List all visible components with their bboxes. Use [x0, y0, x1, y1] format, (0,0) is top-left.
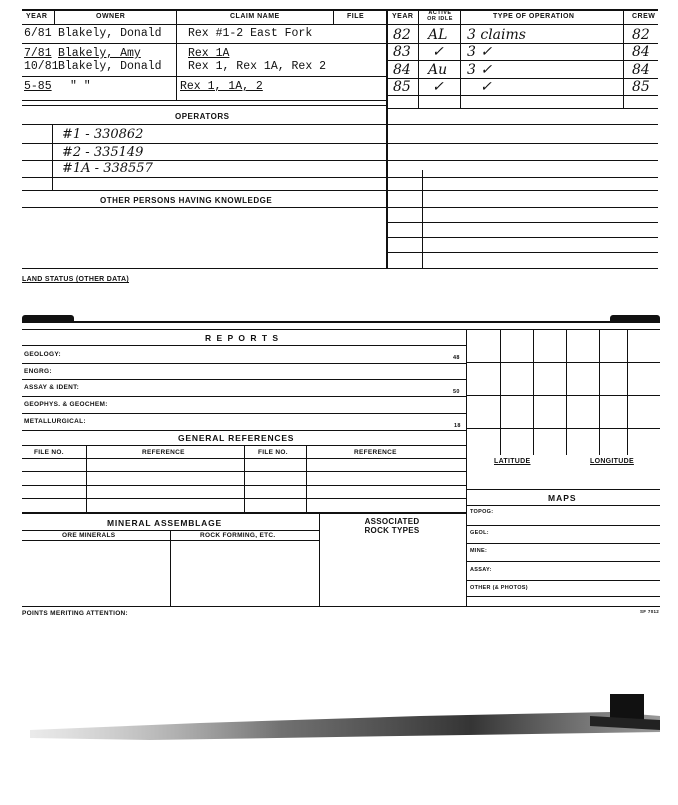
ops-active: AL	[428, 27, 448, 43]
ops-crew: 84	[632, 62, 650, 78]
ops-crew-header: CREW	[632, 13, 656, 20]
claim-year: 7/81	[24, 47, 52, 60]
report-label: ENGRG:	[24, 368, 52, 375]
scan-artifact-band	[0, 690, 678, 760]
ref-reference-header: REFERENCE	[354, 449, 397, 456]
ops-type-header: TYPE OF OPERATION	[493, 13, 575, 20]
operator-line: #2 - 335149	[62, 145, 144, 160]
claim-year: 5-85	[24, 80, 52, 93]
ops-year: 85	[393, 79, 411, 95]
claim-name: Rex 1, Rex 1A, Rex 2	[188, 60, 327, 73]
claim-name: Rex #1-2 East Fork	[188, 27, 313, 40]
ops-year-header: YEAR	[392, 13, 414, 20]
maps-title: MAPS	[548, 493, 577, 503]
claim-year: 10/81	[24, 60, 59, 73]
report-label: GEOLOGY:	[24, 351, 61, 358]
map-mine: MINE:	[470, 548, 488, 554]
ore-minerals-header: ORE MINERALS	[62, 532, 116, 539]
ops-year: 84	[393, 62, 411, 78]
report-label: ASSAY & IDENT:	[24, 384, 80, 391]
file-header: FILE	[347, 13, 365, 20]
ops-year: 83	[393, 44, 411, 60]
ops-year: 82	[393, 27, 411, 43]
ops-type: ✓	[480, 79, 492, 95]
general-references-title: GENERAL REFERENCES	[178, 433, 295, 443]
ops-active: ✓	[432, 79, 444, 95]
report-number: 18	[454, 423, 461, 429]
ops-active: ✓	[432, 44, 444, 60]
claim-name: Rex 1A	[188, 47, 230, 60]
points-meriting-attention: POINTS MERITING ATTENTION:	[22, 610, 129, 617]
ops-type: 3 claims	[467, 27, 526, 43]
map-topog: TOPOG:	[470, 509, 494, 515]
report-number: 50	[453, 389, 460, 395]
other-persons-title: OTHER PERSONS HAVING KNOWLEDGE	[100, 196, 273, 205]
owner-header: OWNER	[96, 13, 126, 20]
longitude-label: LONGITUDE	[590, 458, 634, 465]
ops-type: 3 ✓	[467, 44, 493, 60]
ops-active-header: ACTIVE OR IDLE	[427, 10, 453, 22]
map-assay: ASSAY:	[470, 567, 492, 573]
claim-name: Rex 1, 1A, 2	[180, 80, 263, 93]
mineral-assemblage-title: MINERAL ASSEMBLAGE	[107, 518, 222, 528]
operator-line: #1 - 330862	[62, 127, 144, 142]
form-code: SF 7012	[640, 609, 660, 614]
ref-reference-header: REFERENCE	[142, 449, 185, 456]
rock-forming-header: ROCK FORMING, ETC.	[200, 532, 276, 539]
map-geol: GEOL:	[470, 530, 489, 536]
claim-owner: Blakely, Donald	[58, 27, 162, 40]
ops-active: Au	[428, 62, 448, 78]
claim-owner: Blakely, Donald	[58, 60, 162, 73]
ops-crew: 82	[632, 27, 650, 43]
report-label: GEOPHYS. & GEOCHEM:	[24, 401, 108, 408]
claim-owner: " "	[70, 80, 91, 93]
operator-line: #1A - 338557	[62, 161, 153, 176]
operators-title: OPERATORS	[175, 112, 230, 121]
report-label: METALLURGICAL:	[24, 418, 86, 425]
reports-title: R E P O R T S	[205, 333, 280, 343]
claim-year: 6/81	[24, 27, 52, 40]
claim-name-header: CLAIM NAME	[230, 13, 280, 20]
claim-owner: Blakely, Amy	[58, 47, 141, 60]
latitude-label: LATITUDE	[494, 458, 531, 465]
ops-crew: 84	[632, 44, 650, 60]
ops-crew: 85	[632, 79, 650, 95]
year-header: YEAR	[26, 13, 48, 20]
ref-file-no-header: FILE NO.	[258, 449, 288, 456]
associated-rock-types-title: ASSOCIATED ROCK TYPES	[364, 517, 420, 535]
land-status-title: LAND STATUS (OTHER DATA)	[22, 276, 130, 283]
ops-type: 3 ✓	[467, 62, 493, 78]
ref-file-no-header: FILE NO.	[34, 449, 64, 456]
map-other: OTHER (& PHOTOS)	[470, 585, 528, 591]
report-number: 48	[453, 355, 460, 361]
